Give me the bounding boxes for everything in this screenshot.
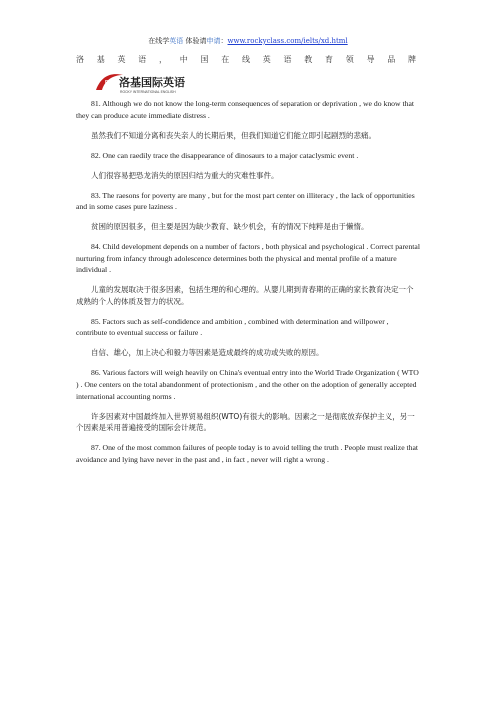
slogan-char: 牌 <box>408 55 416 64</box>
chinese-translation: 儿童的发展取决于很多因素，包括生理的和心理的。从婴儿期到青春期的正确的家长教育决定一个成熟的个人的体质及智力的状况。 <box>76 285 414 306</box>
slogan-char: 教 <box>304 55 313 64</box>
chinese-translation: 人们很容易把恐龙消失的原因归结为重大的灾难性事件。 <box>91 170 279 180</box>
slogan-char: 英 <box>117 55 126 64</box>
slogan-char: 育 <box>325 55 333 64</box>
slogan-char: 中 <box>179 55 188 64</box>
english-sentence: 84. Child development depends on a number of factors , both physical and psychological . Correct parental nurturing from infancy through adolescence determines both the physical and mental profile of a mature individual . <box>76 242 420 275</box>
header-colon: ： <box>220 37 228 45</box>
slogan-char: 导 <box>366 55 375 64</box>
english-sentence: 83. The raesons for poverty are many , but for the most part center on illiteracy , the lack of opportunities and in some cases pure laziness . <box>76 190 415 212</box>
english-sentence: 82. One can raedily trace the disappearance of dinosaurs to a major cataclysmic event . <box>91 150 359 160</box>
slogan-char: 国 <box>200 55 209 64</box>
slogan-char: ， <box>159 55 167 64</box>
slogan-char: 在 <box>221 55 230 64</box>
english-sentence: 86. Various factors will weigh heavily on China's eventual entry into the World Trade Organization ( WTO ) . One centers on the total abandonment of protectionism , and the other on the adoption of generally accepted international accounting norms . <box>76 368 419 401</box>
slogan-char: 英 <box>262 55 271 64</box>
slogan-char: 品 <box>387 55 396 64</box>
logo-en-text: ROCKY INTERNATIONAL ENGLISH <box>120 90 176 94</box>
slogan-char: 语 <box>283 55 292 64</box>
chinese-translation: 贫困的原因很多，但主要是因为缺少教育、缺少机会，有的情况下纯粹是由于懒惰。 <box>91 222 369 232</box>
english-sentence: 85. Factors such as self-condidence and ambition , combined with determination and willpower , contribute to eventual success or failure . <box>76 316 389 338</box>
header-banner <box>0 37 496 46</box>
header-slogan <box>76 55 416 65</box>
slogan-char: 语 <box>138 55 147 64</box>
bilingual-content <box>76 98 420 474</box>
header-english-link[interactable]: 英语 <box>169 37 184 45</box>
chinese-translation: 许多因素对中国最终加入世界贸易组织(WTO)有很大的影响。因素之一是彻底放弃保护主义，另一个因素是采用普遍接受的国际会计规范。 <box>76 411 415 433</box>
chinese-translation: 虽然我们不知道分离和丧失亲人的长期后果，但我们知道它们能立即引起剧烈的悲痛。 <box>91 130 376 140</box>
header-url-link[interactable]: www.rockyclass.com/ielts/xd.html <box>227 37 348 45</box>
slogan-char: 线 <box>242 55 250 64</box>
header-apply-link[interactable]: 申请 <box>206 37 221 45</box>
english-sentence: 87. One of the most common failures of people today is to avoid telling the truth . People must realize that avoidance and lying have never in the past and , in fact , never will right a wrong . <box>76 443 419 464</box>
logo-mark: ROCKY <box>105 80 124 86</box>
slogan-char: 领 <box>345 55 354 64</box>
header-lead: 在线学 <box>148 37 170 45</box>
logo-cn-text: 洛基国际英语 <box>119 76 185 89</box>
rocky-logo <box>93 70 187 96</box>
english-sentence: 81. Although we do not know the long-term consequences of separation or deprivation , we do know that they can produce acute immediate distress . <box>76 99 415 120</box>
slogan-char: 洛 <box>76 55 84 64</box>
slogan-char: 基 <box>96 55 105 64</box>
header-mid: 体验请 <box>183 37 207 45</box>
chinese-translation: 自信、雄心，加上决心和毅力等因素是造成最终的成功或失败的原因。 <box>91 348 324 358</box>
